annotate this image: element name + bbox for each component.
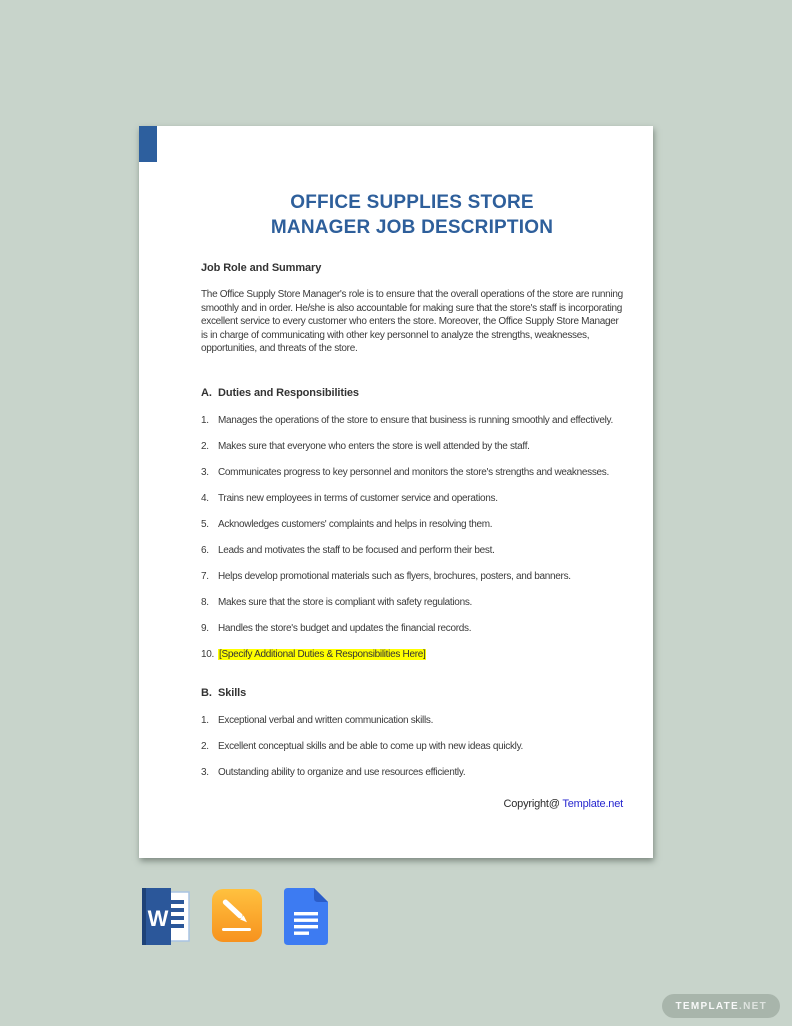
list-item-text: Acknowledges customers' complaints and helps in resolving them. <box>218 518 493 530</box>
copyright-text: Copyright@ <box>503 797 563 810</box>
word-format-button[interactable] <box>140 888 192 945</box>
list-item-text: Helps develop promotional materials such as flyers, brochures, posters, and banners. <box>218 570 571 582</box>
section-title: Skills <box>218 686 247 699</box>
list-item-text: Leads and motivates the staff to be focused and perform their best. <box>218 544 495 556</box>
list-item <box>201 648 623 662</box>
svg-text:W: W <box>147 906 169 931</box>
list-item <box>201 596 623 610</box>
page-title <box>201 190 623 240</box>
section-b-heading <box>201 686 623 700</box>
document-page <box>139 126 653 858</box>
list-item <box>201 492 623 506</box>
list-item-text: Exceptional verbal and written communication skills. <box>218 714 434 726</box>
section-label: B. <box>201 686 212 699</box>
list-item-number: 3. <box>201 766 209 778</box>
list-item-text: Communicates progress to key personnel and monitors the store's strengths and weaknesses. <box>218 466 609 478</box>
list-item-text: Excellent conceptual skills and be able to come up with new ideas quickly. <box>218 740 524 752</box>
summary-heading: Job Role and Summary <box>201 262 322 274</box>
template-net-watermark <box>662 994 780 1018</box>
watermark-suffix: .NET <box>739 1000 767 1012</box>
section-title: Duties and Responsibilities <box>218 386 359 399</box>
section-a-heading <box>201 386 623 400</box>
list-item-number: 5. <box>201 518 209 530</box>
list-item <box>201 544 623 558</box>
list-item-number: 1. <box>201 714 209 726</box>
list-item-number: 3. <box>201 466 209 478</box>
list-item <box>201 740 623 754</box>
list-item-number: 7. <box>201 570 209 582</box>
summary-paragraph: The Office Supply Store Manager's role is to ensure that the overall operations of the store are running smoothly and in order. He/she is also accountable for making sure that the store's staff is incorporating excellent service to every customer who enters the store. Moreover, the Office Supply Store Manager is in charge of communicating with other key personnel to analyze the strengths, weaknesses, opportunities, and threats of the store. <box>201 289 623 354</box>
watermark-brand: TEMPLATE <box>675 1000 740 1012</box>
apple-pages-icon <box>212 888 262 943</box>
format-icons-row <box>140 888 328 945</box>
list-item <box>201 466 623 480</box>
list-item-number: 4. <box>201 492 209 504</box>
list-item-number: 1. <box>201 414 209 426</box>
duties-list <box>201 414 623 662</box>
list-item <box>201 518 623 532</box>
list-item-text: Handles the store's budget and updates the financial records. <box>218 622 472 634</box>
docs-format-button[interactable] <box>283 888 328 945</box>
page-title-line2: MANAGER JOB DESCRIPTION <box>270 217 554 238</box>
template-net-link[interactable]: Template.net <box>562 797 623 810</box>
list-item <box>201 714 623 728</box>
section-label: A. <box>201 386 212 399</box>
google-docs-icon <box>284 888 328 945</box>
copyright-line <box>201 798 623 810</box>
list-item-number: 2. <box>201 440 209 452</box>
microsoft-word-icon <box>140 888 192 945</box>
list-item-number: 9. <box>201 622 209 634</box>
bookmark-ribbon <box>139 126 157 162</box>
list-item-number: 6. <box>201 544 209 556</box>
list-item-text: Outstanding ability to organize and use resources efficiently. <box>218 766 466 778</box>
list-item-number: 8. <box>201 596 209 608</box>
pages-format-button[interactable] <box>212 888 262 945</box>
list-item-number: 10. <box>201 648 215 660</box>
list-item-text: Manages the operations of the store to ensure that business is running smoothly and effectively. <box>218 414 613 426</box>
list-item <box>201 440 623 454</box>
list-item <box>201 766 623 780</box>
skills-list <box>201 714 623 780</box>
list-item-text: Trains new employees in terms of customer service and operations. <box>218 492 498 504</box>
list-item <box>201 570 623 584</box>
placeholder-highlight: [Specify Additional Duties & Responsibilities Here] <box>219 648 426 660</box>
page-title-line1: OFFICE SUPPLIES STORE <box>290 192 534 213</box>
list-item <box>201 622 623 636</box>
list-item-text: Makes sure that everyone who enters the store is well attended by the staff. <box>218 440 530 452</box>
list-item <box>201 414 623 428</box>
document-content <box>201 126 623 810</box>
list-item-text: Makes sure that the store is compliant with safety regulations. <box>218 596 473 608</box>
list-item-number: 2. <box>201 740 209 752</box>
